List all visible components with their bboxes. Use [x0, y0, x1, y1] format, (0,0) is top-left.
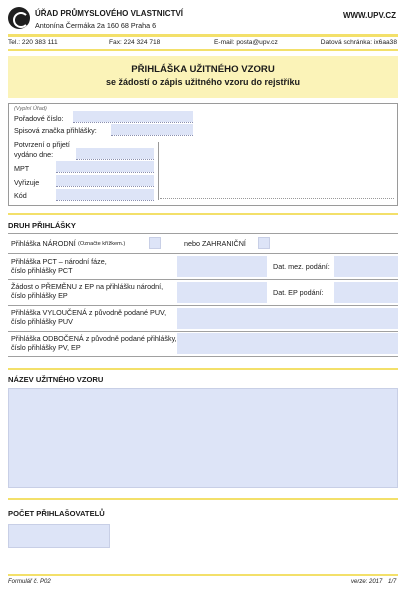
druh-rule-3 [8, 305, 398, 306]
header-divider [8, 34, 398, 37]
spisova-znacka-field[interactable] [111, 124, 193, 135]
contact-tel: Tel.: 220 383 111 [8, 39, 58, 46]
ep-label-2: číslo přihlášky EP [11, 291, 68, 300]
pocet-title: POČET PŘIHLAŠOVATELŮ [8, 509, 105, 518]
vyrizuje-field[interactable] [56, 175, 154, 186]
form-title: PŘIHLÁŠKA UŽITNÉHO VZORU [131, 64, 275, 75]
zahranicni-checkbox[interactable] [258, 237, 270, 249]
footer-divider [8, 574, 398, 576]
pct-date-field[interactable] [334, 256, 398, 277]
druh-rule-5 [8, 356, 398, 357]
odbocena-label-1: Přihláška ODBOČENÁ z původně podané přihlášky, [11, 334, 177, 343]
vyloucena-label-2: číslo přihlášky PUV [11, 317, 73, 326]
poradove-cislo-label: Pořadové číslo: [14, 114, 64, 123]
vyloucena-label-1: Přihláška VYLOUČENÁ z původně podané PUV, [11, 308, 167, 317]
stamp-area-baseline [160, 198, 394, 199]
ep-date-field[interactable] [334, 282, 398, 303]
kod-field[interactable] [56, 189, 154, 200]
potvrzeni-label: Potvrzení o přijetí [14, 140, 70, 149]
pct-date-label: Dat. mez. podání: [273, 262, 330, 271]
ep-number-field[interactable] [177, 282, 267, 303]
org-address: Antonína Čermáka 2a 160 68 Praha 6 [35, 21, 157, 30]
nazev-title: NÁZEV UŽITNÉHO VZORU [8, 375, 104, 384]
druh-top-rule [8, 233, 398, 234]
mpt-field[interactable] [56, 161, 154, 172]
vyloucena-number-field[interactable] [177, 308, 398, 329]
website-link[interactable]: WWW.UPV.CZ [342, 11, 396, 20]
spisova-znacka-label: Spisová značka přihlášky: [14, 126, 97, 135]
office-use-caption: (Vyplní Úřad) [14, 106, 47, 112]
narodni-checkbox[interactable] [149, 237, 161, 249]
contact-divider [8, 49, 398, 51]
section-divider-2 [8, 368, 398, 370]
druh-rule-2 [8, 279, 398, 280]
section-divider-1 [8, 213, 398, 215]
druh-rule-1 [8, 253, 398, 254]
pct-label-2: číslo přihlášky PCT [11, 266, 73, 275]
odbocena-label-2: číslo přihlášky PV, EP [11, 343, 81, 352]
form-subtitle: se žádostí o zápis užitného vzoru do rejstříku [105, 77, 301, 87]
narodni-label: Přihláška NÁRODNÍ [11, 239, 76, 248]
section-divider-3 [8, 498, 398, 500]
pct-label-1: Přihláška PCT – národní fáze, [11, 257, 107, 266]
footer-form-number: Formulář č. P02 [8, 579, 51, 585]
pocet-field[interactable] [8, 524, 110, 548]
odbocena-number-field[interactable] [177, 333, 398, 354]
stamp-area-vline [158, 142, 159, 200]
mpt-label: MPT [14, 164, 30, 173]
upv-logo-icon [8, 7, 30, 29]
narodni-note: (Označte křížkem.) [78, 241, 126, 247]
druh-title: DRUH PŘIHLÁŠKY [8, 221, 76, 230]
contact-fax: Fax: 224 324 718 [109, 39, 161, 46]
contact-databox: Datová schránka: ix6aa38 [320, 39, 397, 46]
zahranicni-label: nebo ZAHRANIČNÍ [184, 239, 246, 248]
vydano-dne-field[interactable] [76, 148, 154, 159]
kod-label: Kód [14, 191, 27, 200]
druh-rule-4 [8, 331, 398, 332]
nazev-textarea[interactable] [8, 388, 398, 488]
org-name: ÚŘAD PRŮMYSLOVÉHO VLASTNICTVÍ [35, 9, 184, 18]
ep-label-1: Žádost o PŘEMĚNU z EP na přihlášku národní, [11, 282, 164, 291]
vyrizuje-label: Vyřizuje [14, 178, 40, 187]
poradove-cislo-field[interactable] [73, 111, 193, 122]
contact-email[interactable]: E-mail: posta@upv.cz [214, 39, 278, 46]
footer-version: verze: 2017 [351, 579, 383, 585]
footer-page: 1/7 [388, 579, 397, 585]
ep-date-label: Dat. EP podání: [273, 288, 324, 297]
vydano-dne-label: vydáno dne: [14, 150, 54, 159]
pct-number-field[interactable] [177, 256, 267, 277]
